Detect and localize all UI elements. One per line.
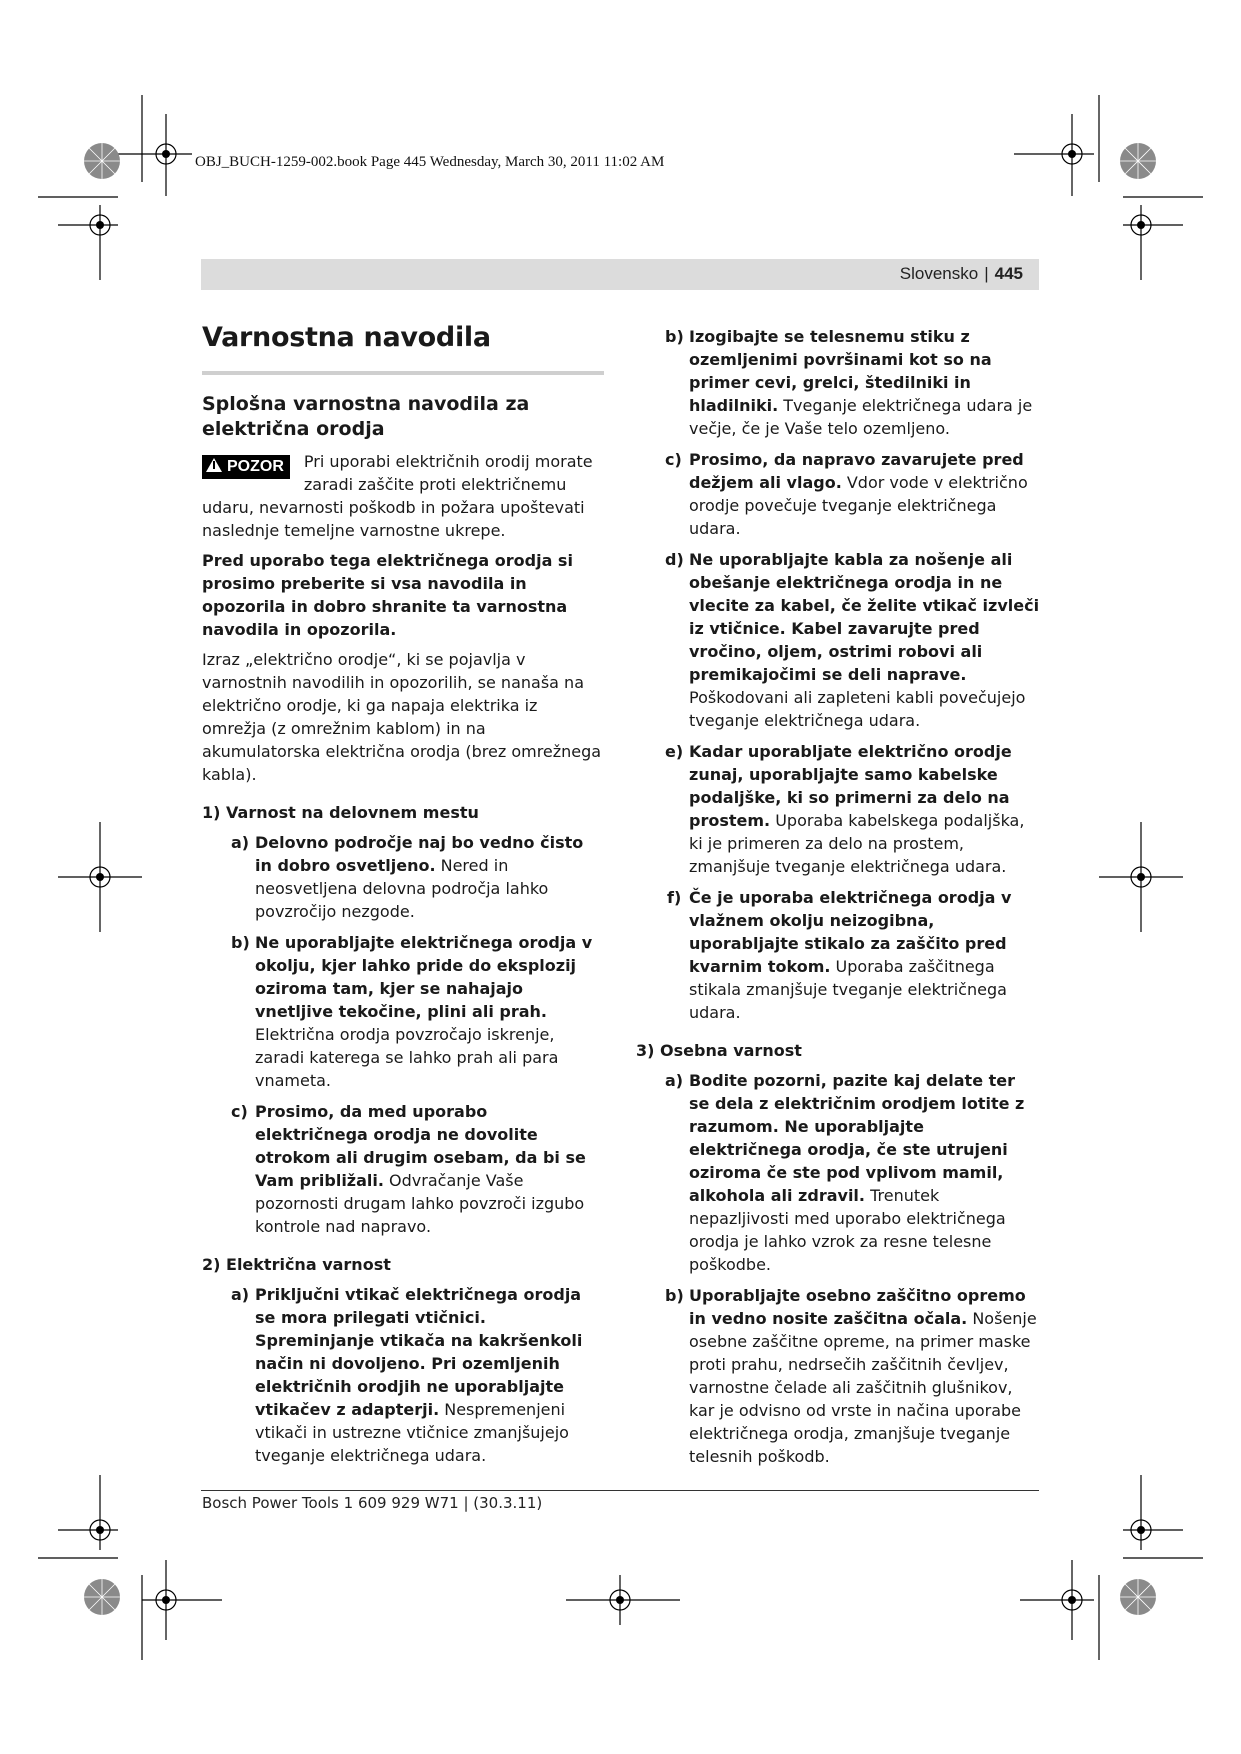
warning-text: Pri uporabi električnih orodij morate zaradi zaščite proti električnemu udaru, nevarnosti poškodb in požara upoštevati naslednje temeljne varnostne ukrepe. bbox=[202, 452, 593, 540]
list-item: a) Bodite pozorni, pazite kaj delate ter se dela z električnim orodjem lotite z razumom. Ne uporabljajte električnega orodja, če ste utrujeni oziroma če ste pod vplivom mamil, alkohola ali zdravil. Trenutek nepazljivosti med uporabo električnega orodja je lahko vzrok za resne telesne poškodbe. bbox=[665, 1071, 1025, 1274]
list-item: a) Priključni vtikač električnega orodja se mora prilegati vtičnici. Spreminjanje vtikača na kakršenkoli način ni dovoljeno. Pri ozemljenih električnih orodjih ne uporabljajte vtikačev z adapterji. Nespremenjeni vtikači in ustrezne vtičnice zmanjšujejo tveganje električnega udara. bbox=[231, 1285, 583, 1465]
page-title: Varnostna navodila bbox=[202, 322, 491, 353]
section-heading: 2) Električna varnost bbox=[202, 1255, 391, 1274]
running-head-language: Slovensko bbox=[899, 264, 979, 283]
list-item: b) Uporabljajte osebno zaščitno opremo in vedno nosite zaščitna očala. Nošenje osebne zaščitne opreme, na primer maske proti prahu, nedrsečih zaščitnih čevljev, varnostne čelade ali zaščitnih glušnikov, kar je odvisno od vrste in načina uporabe električnega orodja, zmanjšuje tveganje telesnih poškodb. bbox=[665, 1286, 1037, 1466]
footer-text: Bosch Power Tools 1 609 929 W71 | (30.3.11) bbox=[202, 1494, 543, 1512]
list-item: a) Delovno področje naj bo vedno čisto in dobro osvetljeno. Nered in neosvetljena delovna področja lahko povzročijo nezgode. bbox=[231, 833, 584, 921]
warning-badge bbox=[202, 455, 290, 479]
list-item: b) Izogibajte se telesnemu stiku z ozemljenimi površinami kot so na primer cevi, grelci, štedilniki in hladilniki. Tveganje električnega udara je večje, če je Vaše telo ozemljeno. bbox=[665, 327, 1033, 438]
title-rule bbox=[202, 371, 604, 375]
intro-bold: Pred uporabo tega električnega orodja si prosimo preberite si vsa navodila in opozorila in dobro shranite ta varnostna navodila in opozorila. bbox=[202, 551, 573, 639]
section-heading: 1) Varnost na delovnem mestu bbox=[202, 803, 479, 822]
list-item: c) Prosimo, da napravo zavarujete pred dežjem ali vlago. Vdor vode v električno orodje povečuje tveganje električnega udara. bbox=[665, 450, 1028, 538]
left-column bbox=[202, 322, 604, 1475]
list-item: b) Ne uporabljajte električnega orodja v okolju, kjer lahko pride do eksplozij oziroma tam, kjer se nahajajo vnetljive tekočine, plini ali prah. Električna orodja povzročajo iskrenje, zaradi katerega se lahko prah ali para vnameta. bbox=[231, 933, 593, 1090]
right-column bbox=[636, 325, 1040, 1476]
intro-text: Izraz „električno orodje“, ki se pojavlja v varnostnih navodilih in opozorilih, se nanaša na električno orodje, ki ga napaja elektrika iz omrežja (z omrežnim kablom) in na akumulatorska električna orodja (brez omrežnega kabla). bbox=[202, 650, 602, 784]
list-item: e) Kadar uporabljate električno orodje zunaj, uporabljajte samo kabelske podaljške, ki so primerni za delo na prostem. Uporaba kabelskega podaljška, ki je primeren za delo na prostem, zmanjšuje tveganje električnega udara. bbox=[665, 742, 1025, 876]
list-item: d) Ne uporabljajte kabla za nošenje ali obešanje električnega orodja in ne vlecite za kabel, če želite vtikač izvleči iz vtičnice. Kabel zavarujte pred vročino, oljem, ostrimi robovi ali premikajočimi se deli naprave. Poškodovani ali zapleteni kabli povečujejo tveganje električnega udara. bbox=[665, 550, 1040, 730]
warning-badge-label: POZOR bbox=[227, 458, 284, 475]
warning-block bbox=[202, 450, 604, 542]
list-item: c) Prosimo, da med uporabo električnega orodja ne dovolite otrokom ali drugim osebam, da bi se Vam približali. Odvračanje Vaše pozornosti drugam lahko povzroči izgubo kontrole nad napravo. bbox=[231, 1102, 586, 1236]
page-number: 445 bbox=[994, 264, 1023, 283]
list-item: f) Če je uporaba električnega orodja v vlažnem okolju neizogibna, uporabljajte stikalo za zaščito pred kvarnim tokom. Uporaba zaščitnega stikala zmanjšuje tveganje električnega udara. bbox=[667, 888, 1012, 1022]
print-header: OBJ_BUCH-1259-002.book Page 445 Wednesday, March 30, 2011 11:02 AM bbox=[195, 154, 665, 170]
running-head-separator: | bbox=[984, 264, 989, 283]
running-head-bar bbox=[201, 259, 1039, 290]
warning-triangle-icon bbox=[206, 458, 222, 472]
section-subtitle: Splošna varnostna navodila za električna orodja bbox=[202, 393, 530, 440]
section-heading: 3) Osebna varnost bbox=[636, 1041, 802, 1060]
running-head bbox=[900, 264, 1023, 284]
footer-rule bbox=[201, 1490, 1039, 1491]
